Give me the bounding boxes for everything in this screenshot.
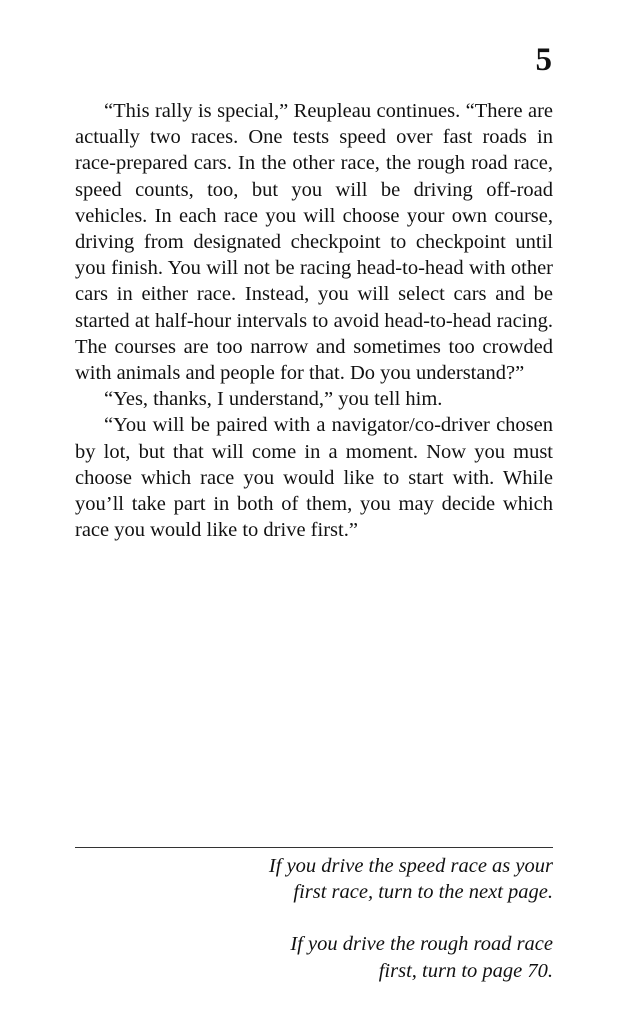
page-number: 5 bbox=[535, 42, 552, 78]
paragraph-reply: “Yes, thanks, I understand,” you tell him. bbox=[104, 388, 443, 411]
paragraph-rally-explanation: “This rally is special,” Reupleau continues. “There are actually two races. One tests speed over fast roads in race-prepared cars. In the other race, the rough road race, speed counts, too, but you will be driving off-road vehicles. In each race you will choose your own course, driving from designated checkpoint to checkpoint until you finish. You will not be racing head-to-head with other cars in either race. Instead, you will select cars and be started at half-hour intervals to avoid head-to-head racing. The courses are too narrow and sometimes too crowded with animals and people for that. Do you understand?” bbox=[75, 100, 553, 385]
choice-divider bbox=[75, 847, 553, 848]
choices-section bbox=[75, 853, 553, 1010]
choice-line: first, turn to page 70. bbox=[378, 959, 553, 982]
choice-line: If you drive the rough road race bbox=[290, 933, 553, 956]
choice-line: first race, turn to the next page. bbox=[293, 881, 553, 904]
choice-speed-race[interactable] bbox=[75, 853, 553, 905]
choice-rough-road-race[interactable] bbox=[75, 931, 553, 983]
story-text bbox=[75, 98, 553, 543]
paragraph-choose-race: “You will be paired with a navigator/co-driver chosen by lot, but that will come in a moment. Now you must choose which race you would like to start with. While you’ll take part in both of them, you may decide which race you would like to drive first.” bbox=[75, 414, 553, 542]
choice-line: If you drive the speed race as your bbox=[268, 855, 553, 877]
